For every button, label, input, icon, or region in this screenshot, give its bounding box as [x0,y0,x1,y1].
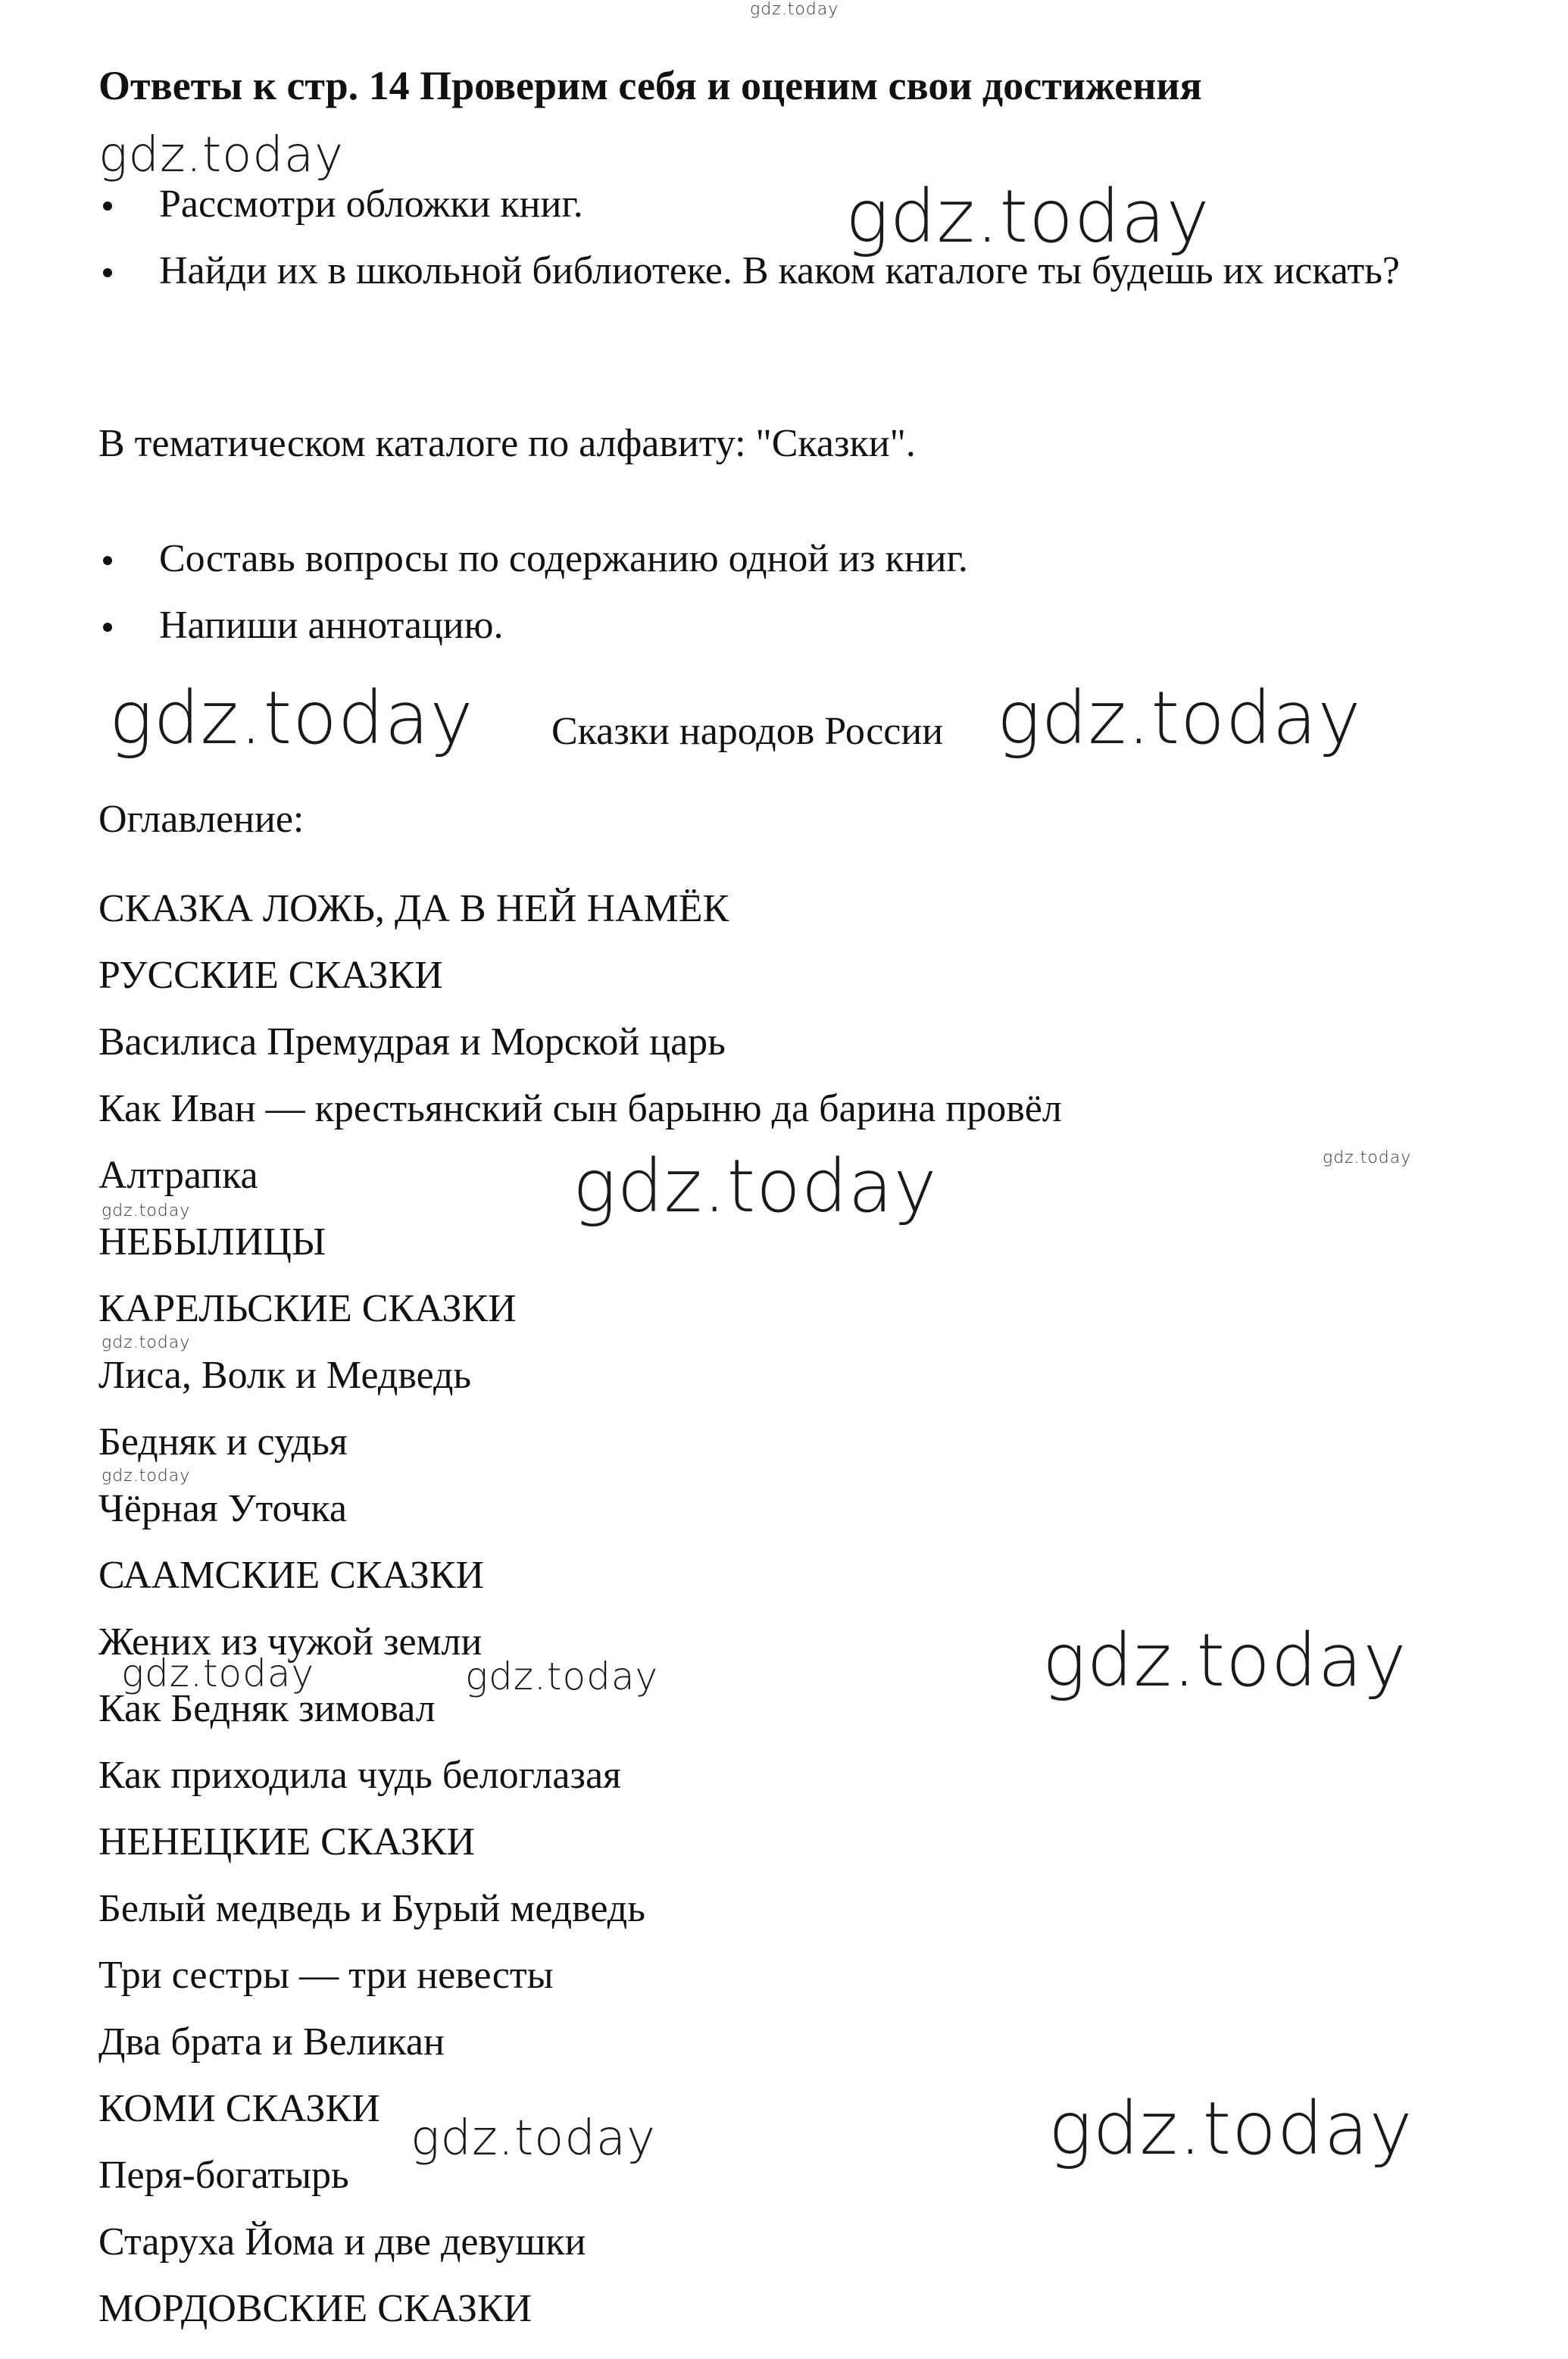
toc-item: Три сестры — три невесты [98,1954,554,1997]
watermark: gdz.today [121,1651,315,1695]
catalog-answer: В тематическом каталоге по алфавиту: "Сказки". [98,422,916,465]
watermark: gdz.today [1323,1148,1412,1167]
watermark: gdz.today [845,174,1210,259]
watermark: gdz.today [1048,2086,1413,2171]
toc-item: Алтрапка [98,1154,258,1197]
book-title: Сказки народов России [551,710,944,753]
toc-item: КАРЕЛЬСКИЕ СКАЗКИ [98,1287,517,1330]
toc-item: СААМСКИЕ СКАЗКИ [98,1554,485,1597]
toc-item: НЕБЫЛИЦЫ [98,1220,326,1264]
toc-item: Жених из чужой земли [98,1620,483,1664]
task-item: Рассмотри обложки книг. [98,171,1492,238]
watermark: gdz.today [102,1333,191,1352]
watermark: gdz.today [1042,1618,1407,1703]
watermark: gdz.today [109,676,474,761]
toc-item: Старуха Йома и две девушки [98,2220,586,2264]
page-title: Ответы к стр. 14 Проверим себя и оценим свои достижения [98,63,1202,108]
task-item: Составь вопросы по содержанию одной из книг. [98,526,1492,592]
watermark: gdz.today [102,1201,191,1220]
toc-item: МОРДОВСКИЕ СКАЗКИ [98,2287,533,2330]
watermark: gdz.today [98,127,344,183]
toc-item: Как Иван — крестьянский сын барыню да барина провёл [98,1087,1062,1130]
watermark: gdz.today [411,2111,656,2167]
toc-item: Как приходила чудь белоглазая [98,1754,621,1797]
toc-item: Два брата и Великан [98,2020,445,2064]
task-list-first [98,171,1492,305]
toc-item: Бедняк и судья [98,1420,348,1464]
toc-item: Лиса, Волк и Медведь [98,1354,472,1397]
watermark: gdz.today [997,676,1362,761]
toc-item: КОМИ СКАЗКИ [98,2087,380,2130]
task-list-second [98,526,1492,659]
toc-item: Как Бедняк зимовал [98,1687,436,1730]
task-item: Напиши аннотацию. [98,592,1492,659]
task-item: Найди их в школьной библиотеке. В каком каталоге ты будешь их искать? [98,238,1492,305]
watermark: gdz.today [465,1654,659,1698]
toc-item: РУССКИЕ СКАЗКИ [98,954,443,997]
toc-item: Чёрная Уточка [98,1487,347,1530]
toc-item: Перя-богатырь [98,2154,349,2197]
contents-label: Оглавление: [98,798,305,841]
watermark: gdz.today [750,0,839,19]
toc-item: Белый медведь и Бурый медведь [98,1887,645,1930]
watermark: gdz.today [573,1144,938,1229]
toc-item: СКАЗКА ЛОЖЬ, ДА В НЕЙ НАМЁК [98,887,729,930]
watermark: gdz.today [102,1467,191,1486]
toc-item: НЕНЕЦКИЕ СКАЗКИ [98,1820,476,1864]
toc-item: Василиса Премудрая и Морской царь [98,1020,726,1064]
